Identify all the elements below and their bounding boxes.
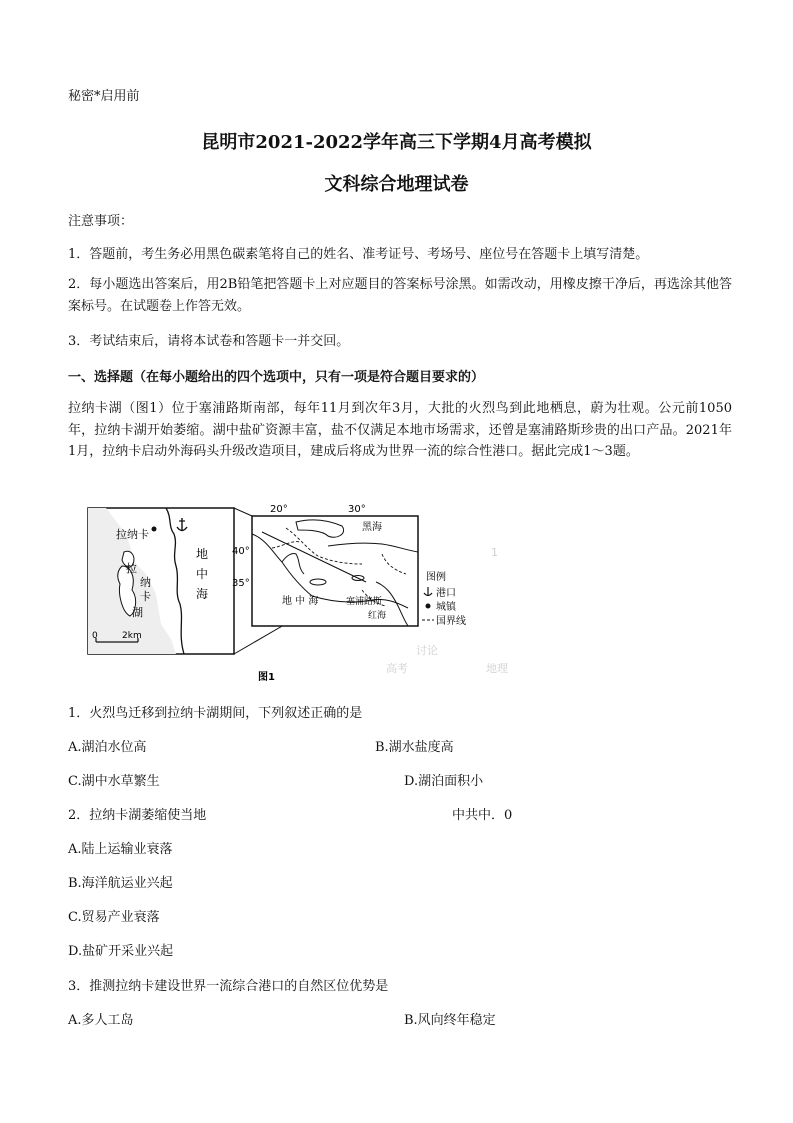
lake-label-char-1: 拉 bbox=[126, 562, 137, 575]
bleed-text-5: 地理 bbox=[486, 662, 508, 675]
lake-label-char-4: 湖 bbox=[132, 606, 143, 619]
sea-char-1: 地 bbox=[196, 547, 209, 561]
legend-border-label: 国界线 bbox=[436, 616, 466, 627]
connector-top bbox=[234, 508, 252, 516]
cyprus-label: 塞浦路斯 bbox=[346, 597, 383, 607]
lat-40-label: 40° bbox=[232, 546, 250, 557]
legend-port-anchor-icon bbox=[424, 587, 432, 596]
sea-char-2: 中 bbox=[196, 567, 209, 581]
question-1-option-d: D.湖泊面积小 bbox=[404, 774, 484, 789]
scale-distance-label: 2km bbox=[122, 631, 142, 641]
question-1-option-b: B.湖水盐度高 bbox=[375, 740, 454, 755]
scale-zero-label: 0 bbox=[92, 631, 98, 641]
red-sea-label: 红海 bbox=[368, 611, 387, 621]
exam-subtitle: 文科综合地理试卷 bbox=[324, 174, 469, 195]
legend-title: 图例 bbox=[426, 572, 446, 583]
section1-passage: 拉纳卡湖（图1）位于塞浦路斯南部，每年11月到次年3月，大批的火烈鸟到此地栖息，蔚为壮观。公元前1050年，拉纳卡湖开始萎缩。湖中盐矿资源丰富，盐不仅满足本地市场需求，还曾是塞浦路斯珍贵的出口产品。2021年1月，拉纳卡启动外海码头升级改造项目，建成后将成为世界一流的综合性港口。据此完成1～3题。 bbox=[68, 401, 732, 459]
lon-20-label: 20° bbox=[270, 504, 288, 515]
bleed-text-2: 1 bbox=[491, 546, 498, 559]
note-item-3: 3．考试结束后，请将本试卷和答题卡一并交回。 bbox=[68, 334, 350, 349]
bleed-text-3: 讨论 bbox=[416, 644, 438, 657]
right-map-frame bbox=[252, 516, 418, 626]
legend-town-dot-icon bbox=[426, 604, 431, 609]
figure-caption: 图1 bbox=[258, 672, 275, 683]
figure-1 bbox=[86, 494, 526, 684]
question-1-stem: 1．火烈鸟迁移到拉纳卡湖期间，下列叙述正确的是 bbox=[68, 706, 363, 721]
larnaca-town-dot bbox=[152, 527, 157, 532]
legend-town-label: 城镇 bbox=[436, 602, 456, 613]
note-item-2: 2．每小题选出答案后，用2B铅笔把答题卡上对应题目的答案标号涂黑。如需改动，用橡皮擦干净后，再选涂其他答案标号。在试题卷上作答无效。 bbox=[68, 277, 732, 314]
exam-title: 昆明市2021-2022学年高三下学期4月高考模拟 bbox=[201, 132, 592, 153]
lat-35-label: 35° bbox=[232, 578, 250, 589]
note-item-1: 1．答题前，考生务必用黑色碳素笔将自己的姓名、准考证号、考场号、座位号在答题卡上填写清楚。 bbox=[68, 247, 649, 262]
question-1-option-a: A.湖泊水位高 bbox=[68, 740, 147, 755]
mediterranean-label: 地 中 海 bbox=[282, 596, 319, 607]
legend-port-label: 港口 bbox=[436, 588, 456, 599]
lake-label-char-2: 纳 bbox=[140, 576, 151, 589]
figure-1-svg bbox=[86, 494, 526, 684]
question-1-option-c: C.湖中水草繁生 bbox=[68, 774, 160, 789]
secret-label: 秘密*启用前 bbox=[68, 89, 140, 104]
left-map-sea-label-group bbox=[196, 546, 208, 601]
right-map-legend bbox=[422, 570, 466, 627]
left-map-city-label: 拉纳卡 bbox=[116, 528, 149, 541]
bleed-text-4: 高考 bbox=[386, 662, 408, 675]
question-2-stem: 2．拉纳卡湖萎缩使当地 bbox=[68, 808, 207, 823]
question-3-option-b: B.风向终年稳定 bbox=[404, 1013, 496, 1028]
lon-30-label: 30° bbox=[348, 504, 366, 515]
question-2-option-c: C.贸易产业衰落 bbox=[68, 910, 160, 925]
section1-heading: 一、选择题（在每小题给出的四个选项中，只有一项是符合题目要求的） bbox=[68, 370, 485, 385]
question-3-stem: 3．推测拉纳卡建设世界一流综合港口的自然区位优势是 bbox=[68, 979, 389, 994]
question-3-option-a: A.多人工岛 bbox=[68, 1013, 134, 1028]
question-2-option-d: D.盐矿开采业兴起 bbox=[68, 944, 174, 959]
question-2-stray-mark: 中共中．0 bbox=[452, 808, 513, 823]
black-sea-label: 黑海 bbox=[362, 522, 382, 533]
notes-heading: 注意事项： bbox=[68, 214, 134, 229]
sea-char-3: 海 bbox=[196, 587, 209, 601]
question-2-option-b: B.海洋航运业兴起 bbox=[68, 876, 173, 891]
question-2-option-a: A.陆上运输业衰落 bbox=[68, 842, 173, 857]
lake-label-char-3: 卡 bbox=[140, 590, 151, 603]
